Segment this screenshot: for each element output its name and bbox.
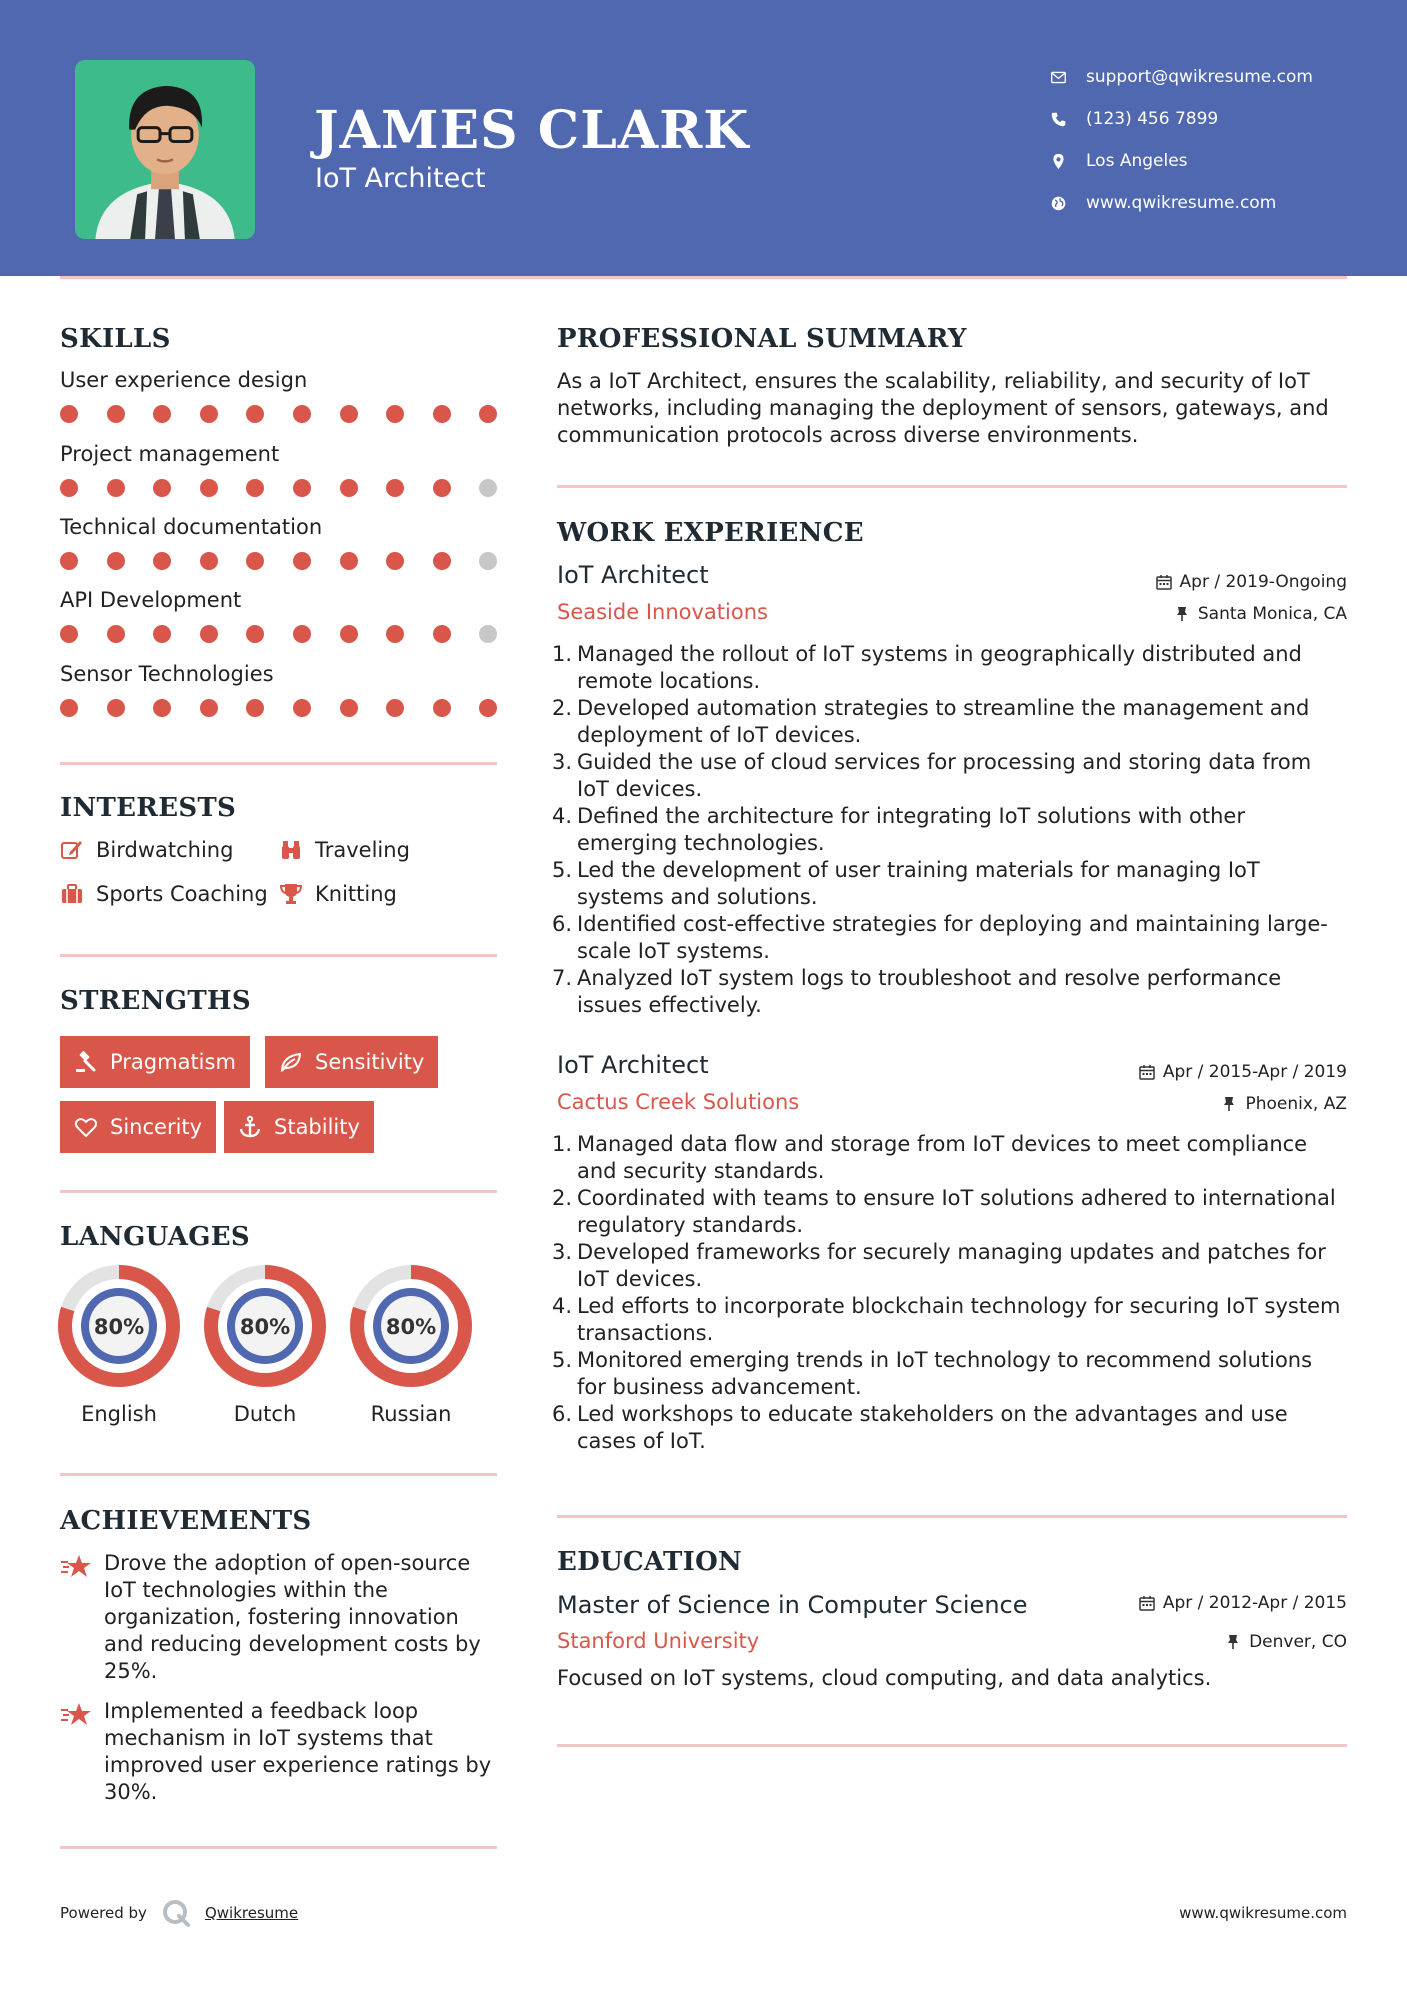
job-dates (1156, 572, 1347, 592)
rating-dot-empty (479, 552, 497, 570)
achievement-text: Implemented a feedback loop mechanism in IoT systems that improved user experience ratings by 30%. (104, 1699, 492, 1804)
resume-header (0, 0, 1407, 276)
skill-label: Project management (60, 442, 280, 466)
language-donut (203, 1264, 327, 1388)
contact-phone[interactable] (1050, 98, 1390, 140)
envelope-icon (1050, 69, 1086, 86)
job-dates-text: Apr / 2019-Ongoing (1179, 572, 1347, 592)
contact-location-text: Los Angeles (1086, 151, 1188, 171)
language-item (203, 1264, 327, 1426)
rating-dot-filled (293, 552, 311, 570)
education-description: Focused on IoT systems, cloud computing, and data analytics. (557, 1666, 1212, 1690)
rating-dot-filled (153, 552, 171, 570)
job-bullet (552, 749, 1347, 803)
interest-label: Sports Coaching (96, 882, 268, 906)
rating-dot-empty (479, 479, 497, 497)
summary-title: PROFESSIONAL SUMMARY (557, 324, 967, 354)
rating-dot-filled (386, 699, 404, 717)
education-title: EDUCATION (557, 1547, 743, 1577)
job-title: IoT Architect (557, 561, 709, 589)
rating-dot-filled (153, 699, 171, 717)
rating-dot-filled (60, 625, 78, 643)
globe-icon (1050, 195, 1086, 212)
rating-dot-filled (60, 479, 78, 497)
briefcase-icon (60, 882, 96, 906)
interest-label: Birdwatching (96, 838, 234, 862)
contact-email-text: support@qwikresume.com (1086, 67, 1313, 87)
map-pin-icon (1050, 153, 1086, 170)
strength-tag (60, 1101, 216, 1153)
bullet-text: Monitored emerging trends in IoT technology to recommend solutions for business advancement. (577, 1348, 1313, 1399)
strengths-title: STRENGTHS (60, 986, 251, 1016)
job-bullet (552, 695, 1347, 749)
bullet-text: Identified cost-effective strategies for deploying and maintaining large-scale IoT systems. (577, 912, 1328, 963)
rating-dot-filled (246, 405, 264, 423)
bullet-text: Managed data flow and storage from IoT devices to meet compliance and security standards. (577, 1132, 1308, 1183)
strength-label: Sensitivity (315, 1050, 425, 1074)
section-divider (557, 1515, 1347, 1518)
language-percent: 80% (385, 1315, 437, 1339)
job-company: Cactus Creek Solutions (557, 1090, 800, 1114)
rating-dot-filled (433, 699, 451, 717)
rating-dot-filled (340, 479, 358, 497)
strength-tag (60, 1036, 250, 1088)
rating-dot-filled (153, 405, 171, 423)
job-bullet (552, 911, 1347, 965)
rating-dot-filled (293, 699, 311, 717)
job-bullet (552, 1185, 1347, 1239)
education-location-text: Denver, CO (1249, 1632, 1347, 1652)
contact-list (1050, 56, 1390, 224)
bullet-number: 4. (552, 1294, 573, 1318)
bullet-text: Defined the architecture for integrating IoT solutions with other emerging technologies. (577, 804, 1245, 855)
job-bullet (552, 1293, 1347, 1347)
language-name: English (81, 1402, 157, 1426)
rating-dot-empty (479, 625, 497, 643)
education-dates (1139, 1593, 1347, 1613)
rating-dot-filled (153, 479, 171, 497)
powered-by-text: Powered by (60, 1904, 147, 1922)
contact-location (1050, 140, 1390, 182)
header-divider (60, 276, 1347, 279)
rating-dot-filled (340, 699, 358, 717)
rating-dot-filled (107, 625, 125, 643)
bullet-text: Guided the use of cloud services for processing and storing data from IoT devices. (577, 750, 1312, 801)
bullet-number: 5. (552, 1348, 573, 1372)
skill-label: User experience design (60, 368, 308, 392)
qwikresume-logo-icon (161, 1898, 191, 1928)
language-percent: 80% (239, 1315, 291, 1339)
strength-label: Stability (274, 1115, 360, 1139)
contact-website[interactable] (1050, 182, 1390, 224)
footer-website[interactable]: www.qwikresume.com (1179, 1904, 1347, 1922)
language-name: Dutch (233, 1402, 297, 1426)
bullet-number: 7. (552, 966, 573, 990)
job-bullet (552, 641, 1347, 695)
interest-item (279, 838, 410, 862)
bullet-text: Led efforts to incorporate blockchain technology for securing IoT system transactions. (577, 1294, 1341, 1345)
section-divider (557, 1744, 1347, 1747)
rating-dot-filled (433, 625, 451, 643)
rating-dot-filled (107, 699, 125, 717)
job-bullets (552, 1131, 1347, 1455)
rating-dot-filled (246, 552, 264, 570)
job-bullets (552, 641, 1347, 1019)
contact-website-text: www.qwikresume.com (1086, 193, 1277, 213)
skill-rating (60, 699, 526, 717)
interest-item (60, 838, 233, 862)
languages-title: LANGUAGES (60, 1222, 250, 1252)
education-location (1225, 1632, 1347, 1652)
contact-email[interactable] (1050, 56, 1390, 98)
bullet-number: 6. (552, 1402, 573, 1426)
profile-photo (75, 60, 255, 239)
job-title: IoT Architect (557, 1051, 709, 1079)
contact-phone-text: (123) 456 7899 (1086, 109, 1219, 129)
edit-icon (60, 838, 96, 862)
job-bullet (552, 1347, 1347, 1401)
rating-dot-filled (340, 625, 358, 643)
achievement-item (60, 1698, 500, 1806)
rating-dot-filled (293, 479, 311, 497)
calendar-icon (1139, 1064, 1155, 1080)
bullet-number: 6. (552, 912, 573, 936)
bullet-number: 3. (552, 1240, 573, 1264)
section-divider (557, 485, 1347, 488)
bullet-number: 1. (552, 642, 573, 666)
job-location-text: Phoenix, AZ (1245, 1094, 1347, 1114)
rating-dot-filled (433, 552, 451, 570)
education-dates-text: Apr / 2012-Apr / 2015 (1162, 1593, 1347, 1613)
bullet-number: 2. (552, 696, 573, 720)
job-dates-text: Apr / 2015-Apr / 2019 (1162, 1062, 1347, 1082)
bullet-text: Developed frameworks for securely managing updates and patches for IoT devices. (577, 1240, 1326, 1291)
skill-rating (60, 405, 526, 423)
interests-title: INTERESTS (60, 793, 237, 823)
language-percent: 80% (93, 1315, 145, 1339)
job-bullet (552, 1239, 1347, 1293)
rating-dot-filled (200, 625, 218, 643)
candidate-name: JAMES CLARK (314, 100, 750, 161)
rating-dot-filled (107, 405, 125, 423)
job-location (1174, 604, 1347, 624)
section-divider (60, 762, 497, 765)
rating-dot-filled (479, 699, 497, 717)
summary-text: As a IoT Architect, ensures the scalability, reliability, and security of IoT networks, including managing the deployment of sensors, gateways, and communication protocols across diverse environments. (557, 369, 1329, 447)
rating-dot-filled (340, 405, 358, 423)
trophy-icon (279, 882, 315, 906)
gavel-icon (74, 1050, 98, 1074)
rating-dot-filled (386, 552, 404, 570)
bullet-number: 1. (552, 1132, 573, 1156)
section-divider (60, 1846, 497, 1849)
job-bullet (552, 857, 1347, 911)
phone-icon (1050, 111, 1086, 128)
rating-dot-filled (433, 405, 451, 423)
rating-dot-filled (293, 625, 311, 643)
bullet-number: 5. (552, 858, 573, 882)
job-dates (1139, 1062, 1347, 1082)
star-icon (60, 1698, 104, 1806)
bullet-number: 3. (552, 750, 573, 774)
binoculars-icon (279, 838, 315, 862)
interest-item (60, 882, 268, 906)
bullet-text: Led the development of user training materials for managing IoT systems and solutions. (577, 858, 1260, 909)
language-item (349, 1264, 473, 1426)
job-location (1221, 1094, 1347, 1114)
interest-item (279, 882, 397, 906)
job-bullet (552, 1401, 1347, 1455)
section-divider (60, 954, 497, 957)
rating-dot-filled (107, 552, 125, 570)
job-bullet (552, 1131, 1347, 1185)
rating-dot-filled (340, 552, 358, 570)
strength-label: Pragmatism (110, 1050, 236, 1074)
leaf-icon (279, 1050, 303, 1074)
skill-label: Technical documentation (60, 515, 323, 539)
pushpin-icon (1225, 1634, 1241, 1650)
calendar-icon (1139, 1595, 1155, 1611)
rating-dot-filled (246, 479, 264, 497)
strength-tag (224, 1101, 374, 1153)
rating-dot-filled (246, 625, 264, 643)
bullet-text: Coordinated with teams to ensure IoT solutions adhered to international regulatory standards. (577, 1186, 1336, 1237)
rating-dot-filled (60, 699, 78, 717)
rating-dot-filled (433, 479, 451, 497)
skill-label: API Development (60, 588, 242, 612)
heart-icon (74, 1115, 98, 1139)
bullet-text: Developed automation strategies to streamline the management and deployment of IoT devices. (577, 696, 1310, 747)
rating-dot-filled (60, 405, 78, 423)
skill-rating (60, 625, 526, 643)
rating-dot-filled (153, 625, 171, 643)
star-icon (60, 1550, 104, 1685)
rating-dot-filled (386, 405, 404, 423)
bullet-text: Managed the rollout of IoT systems in geographically distributed and remote locations. (577, 642, 1302, 693)
language-name: Russian (370, 1402, 452, 1426)
language-donut (57, 1264, 181, 1388)
achievement-text: Drove the adoption of open-source IoT technologies within the organization, fostering innovation and reducing development costs by 25%. (104, 1551, 481, 1683)
brand-link[interactable]: Qwikresume (204, 1904, 299, 1922)
interest-label: Traveling (315, 838, 410, 862)
job-bullet (552, 803, 1347, 857)
rating-dot-filled (293, 405, 311, 423)
job-company: Seaside Innovations (557, 600, 768, 624)
rating-dot-filled (479, 405, 497, 423)
degree-title: Master of Science in Computer Science (557, 1591, 1028, 1619)
language-item (57, 1264, 181, 1426)
rating-dot-filled (386, 625, 404, 643)
rating-dot-filled (60, 552, 78, 570)
skills-title: SKILLS (60, 324, 171, 354)
rating-dot-filled (386, 479, 404, 497)
rating-dot-filled (200, 552, 218, 570)
achievement-item (60, 1550, 500, 1685)
achievements-title: ACHIEVEMENTS (60, 1506, 312, 1536)
bullet-text: Analyzed IoT system logs to troubleshoot and resolve performance issues effectively. (577, 966, 1282, 1017)
rating-dot-filled (200, 699, 218, 717)
pushpin-icon (1221, 1096, 1237, 1112)
rating-dot-filled (200, 479, 218, 497)
bullet-text: Led workshops to educate stakeholders on the advantages and use cases of IoT. (577, 1402, 1288, 1453)
skill-rating (60, 552, 526, 570)
school-name: Stanford University (557, 1629, 760, 1653)
section-divider (60, 1190, 497, 1193)
anchor-icon (238, 1115, 262, 1139)
bullet-number: 2. (552, 1186, 573, 1210)
work-title: WORK EXPERIENCE (557, 518, 864, 548)
section-divider (60, 1473, 497, 1476)
strength-label: Sincerity (110, 1115, 203, 1139)
rating-dot-filled (200, 405, 218, 423)
job-location-text: Santa Monica, CA (1197, 604, 1347, 624)
interest-label: Knitting (315, 882, 397, 906)
avatar-image (75, 60, 255, 239)
job-bullet (552, 965, 1347, 1019)
pushpin-icon (1174, 606, 1190, 622)
skill-label: Sensor Technologies (60, 662, 274, 686)
bullet-number: 4. (552, 804, 573, 828)
skill-rating (60, 479, 526, 497)
calendar-icon (1156, 574, 1172, 590)
footer-powered-by (60, 1898, 298, 1928)
candidate-role: IoT Architect (315, 163, 486, 194)
rating-dot-filled (246, 699, 264, 717)
strength-tag (265, 1036, 438, 1088)
rating-dot-filled (107, 479, 125, 497)
language-donut (349, 1264, 473, 1388)
